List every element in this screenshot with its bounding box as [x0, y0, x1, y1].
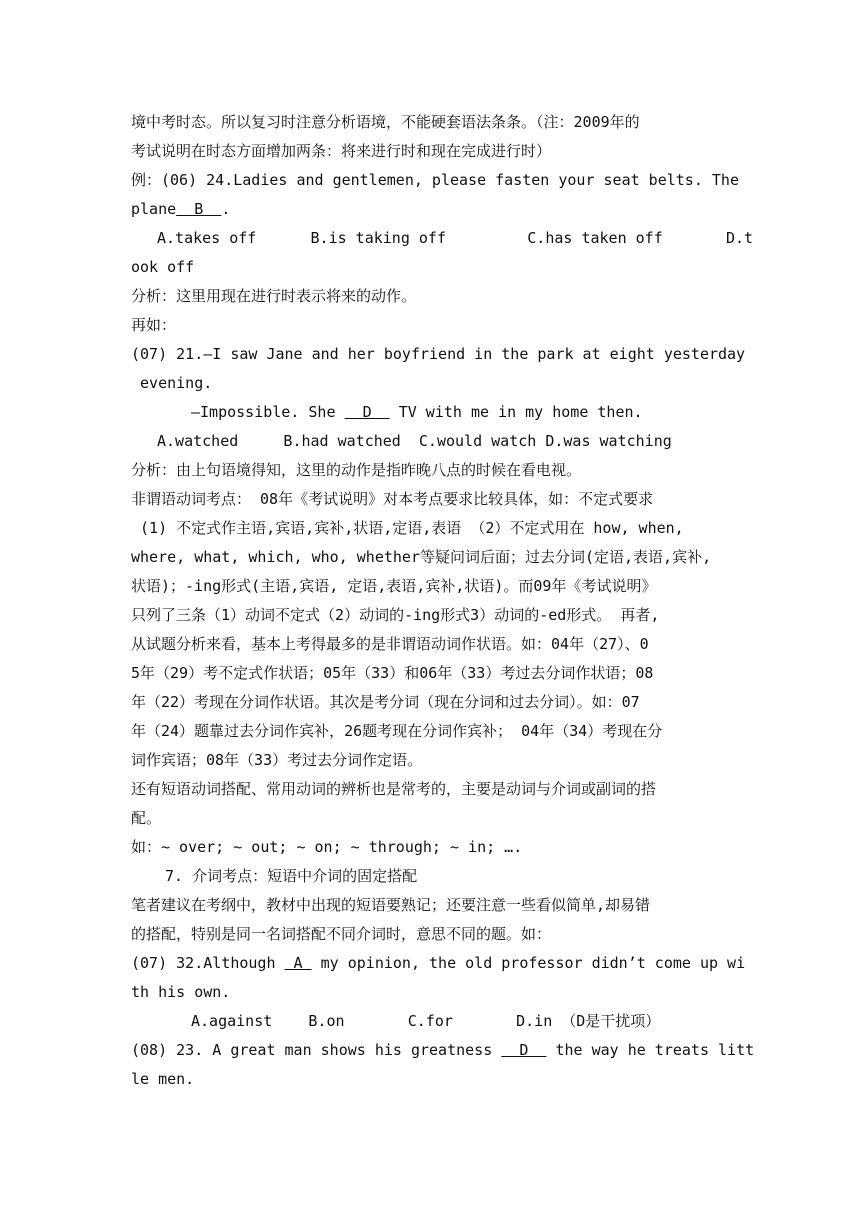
- text-line: [131, 195, 731, 224]
- text-line: [131, 398, 731, 427]
- options-line: A.against B.on C.for D.in （D是干扰项）: [191, 1012, 661, 1030]
- text-segment: plane: [131, 200, 177, 218]
- text-segment: the way he treats litt: [546, 1041, 755, 1059]
- text-line: [131, 949, 746, 978]
- text-segment: (07) 32.Although: [131, 954, 285, 972]
- options-line: A.takes off B.is taking off C.has taken off D.t: [157, 229, 754, 247]
- text-line: 笔者建议在考纲中，教材中出现的短语要熟记；还要注意一些看似简单,却易错: [131, 896, 651, 914]
- text-line: 境中考时态。所以复习时注意分析语境，不能硬套语法条条。（注：2009年的: [131, 113, 640, 131]
- text-line: 非谓语动词考点： 08年《考试说明》对本考点要求比较具体，如：不定式要求: [131, 490, 654, 508]
- text-line: 年（22）考现在分词作状语。其次是考分词（现在分词和过去分词）。如：07: [131, 693, 640, 711]
- options-line: A.watched B.had watched C.would watch D.was watching: [157, 432, 672, 450]
- text-line: 的搭配，特别是同一名词搭配不同介词时，意思不同的题。如：: [131, 925, 552, 943]
- answer-blank: B: [176, 200, 222, 218]
- text-line: 例：(06) 24.Ladies and gentlemen, please fasten your seat belts. The: [131, 171, 739, 189]
- section-heading: 7. 介词考点：短语中介词的固定搭配: [165, 867, 418, 885]
- text-segment: (08) 23. A great man shows his greatness: [131, 1041, 502, 1059]
- answer-blank: D: [344, 403, 390, 421]
- text-line: 还有短语动词搭配、常用动词的辨析也是常考的，主要是动词与介词或副词的搭: [131, 780, 657, 798]
- text-line: evening.: [131, 374, 213, 392]
- text-line: 考试说明在时态方面增加两条：将来进行时和现在完成进行时）: [131, 142, 552, 160]
- text-line: 5年（29）考不定式作状语；05年（33）和06年（33）考过去分词作状语；08: [131, 664, 654, 682]
- text-line: (07) 21.—I saw Jane and her boyfriend in the park at eight yesterday: [131, 345, 746, 363]
- text-line: ook off: [131, 258, 195, 276]
- text-segment: TV with me in my home then.: [389, 403, 643, 421]
- text-line: 词作宾语；08年（33）考过去分词作定语。: [131, 751, 423, 769]
- document-page: [131, 108, 755, 1094]
- text-line: [131, 1036, 755, 1065]
- text-line: 再如：: [131, 316, 177, 334]
- text-line: where, what, which, who, whether等疑问词后面；过去分词(定语,表语,宾补,: [131, 548, 712, 566]
- analysis-line: 分析：由上句语境得知，这里的动作是指昨晚八点的时候在看电视。: [131, 461, 582, 479]
- text-line: th his own.: [131, 983, 231, 1001]
- text-line: le men.: [131, 1070, 195, 1088]
- text-line: (1) 不定式作主语,宾语,宾补,状语,定语,表语 （2）不定式用在 how, when,: [131, 519, 684, 537]
- text-line: 只列了三条（1）动词不定式（2）动词的-ing形式3）动词的-ed形式。 再者,: [131, 606, 660, 624]
- text-line: 配。: [131, 809, 162, 827]
- text-line: 如：~ over; ~ out; ~ on; ~ through; ~ in; ….: [131, 838, 523, 856]
- text-segment: —Impossible. She: [191, 403, 345, 421]
- text-line: 从试题分析来看，基本上考得最多的是非谓语动词作状语。如：04年（27）、0: [131, 635, 649, 653]
- text-line: 年（24）题靠过去分词作宾补，26题考现在分词作宾补； 04年（34）考现在分: [131, 722, 663, 740]
- answer-blank: A: [284, 954, 312, 972]
- text-segment: .: [221, 200, 231, 218]
- analysis-line: 分析：这里用现在进行时表示将来的动作。: [131, 287, 417, 305]
- answer-blank: D: [501, 1041, 547, 1059]
- text-line: 状语)；-ing形式(主语,宾语, 定语,表语,宾补,状语)。而09年《考试说明》: [131, 577, 657, 595]
- text-segment: my opinion, the old professor didn’t come up wi: [311, 954, 746, 972]
